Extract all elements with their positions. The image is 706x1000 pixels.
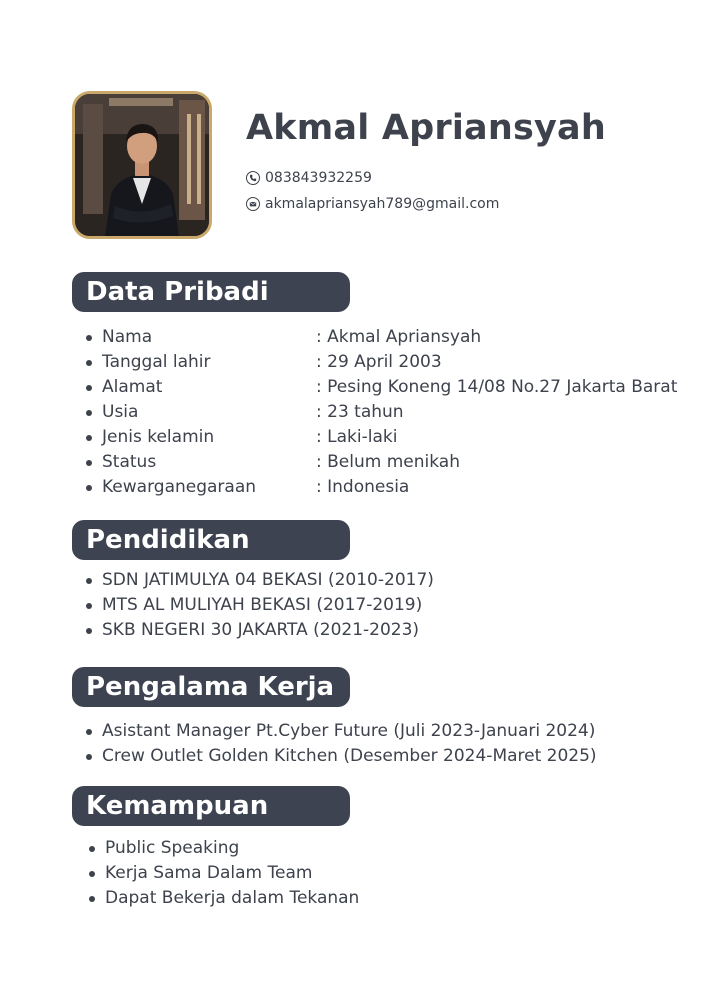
item-label: Jenis kelamin — [102, 427, 215, 447]
item-value: : 23 tahun — [316, 402, 404, 422]
phone-contact — [246, 170, 372, 186]
skills-heading: Kemampuan — [72, 786, 350, 826]
phone-icon — [246, 171, 260, 185]
personal-data-heading: Data Pribadi — [72, 272, 350, 312]
item-label: Alamat — [102, 377, 163, 397]
list-item — [84, 425, 677, 450]
experience-list — [84, 719, 597, 769]
email-address: akmalapriansyah789@gmail.com — [265, 196, 500, 212]
personal-data-list — [84, 325, 677, 500]
experience-heading: Pengalama Kerja — [72, 667, 350, 707]
email-icon — [246, 197, 260, 211]
email-contact — [246, 196, 499, 212]
list-item: SDN JATIMULYA 04 BEKASI (2010-2017) — [84, 568, 434, 593]
item-value: : Indonesia — [316, 477, 410, 497]
list-item: Asistant Manager Pt.Cyber Future (Juli 2023-Januari 2024) — [84, 719, 597, 744]
item-value: : Laki-laki — [316, 427, 398, 447]
list-item: Kerja Sama Dalam Team — [87, 861, 359, 886]
list-item — [84, 375, 677, 400]
list-item — [84, 400, 677, 425]
profile-name: Akmal Apriansyah — [246, 108, 606, 148]
education-heading: Pendidikan — [72, 520, 350, 560]
list-item: MTS AL MULIYAH BEKASI (2017-2019) — [84, 593, 434, 618]
profile-photo — [72, 91, 212, 239]
item-label: Status — [102, 452, 157, 472]
list-item: Crew Outlet Golden Kitchen (Desember 2024-Maret 2025) — [84, 744, 597, 769]
education-list — [84, 568, 434, 643]
item-label: Usia — [102, 402, 139, 422]
item-label: Nama — [102, 327, 153, 347]
item-value: : Pesing Koneng 14/08 No.27 Jakarta Barat — [316, 377, 678, 397]
list-item: Public Speaking — [87, 836, 359, 861]
item-label: Kewarganegaraan — [102, 477, 257, 497]
profile-photo-image — [75, 94, 209, 236]
list-item — [84, 450, 677, 475]
list-item: SKB NEGERI 30 JAKARTA (2021-2023) — [84, 618, 434, 643]
item-value: : Akmal Apriansyah — [316, 327, 482, 347]
phone-number: 083843932259 — [265, 170, 372, 186]
list-item — [84, 475, 677, 500]
item-value: : 29 April 2003 — [316, 352, 442, 372]
item-label: Tanggal lahir — [102, 352, 211, 372]
skills-list — [87, 836, 359, 911]
list-item — [84, 350, 677, 375]
list-item — [84, 325, 677, 350]
item-value: : Belum menikah — [316, 452, 460, 472]
list-item: Dapat Bekerja dalam Tekanan — [87, 886, 359, 911]
